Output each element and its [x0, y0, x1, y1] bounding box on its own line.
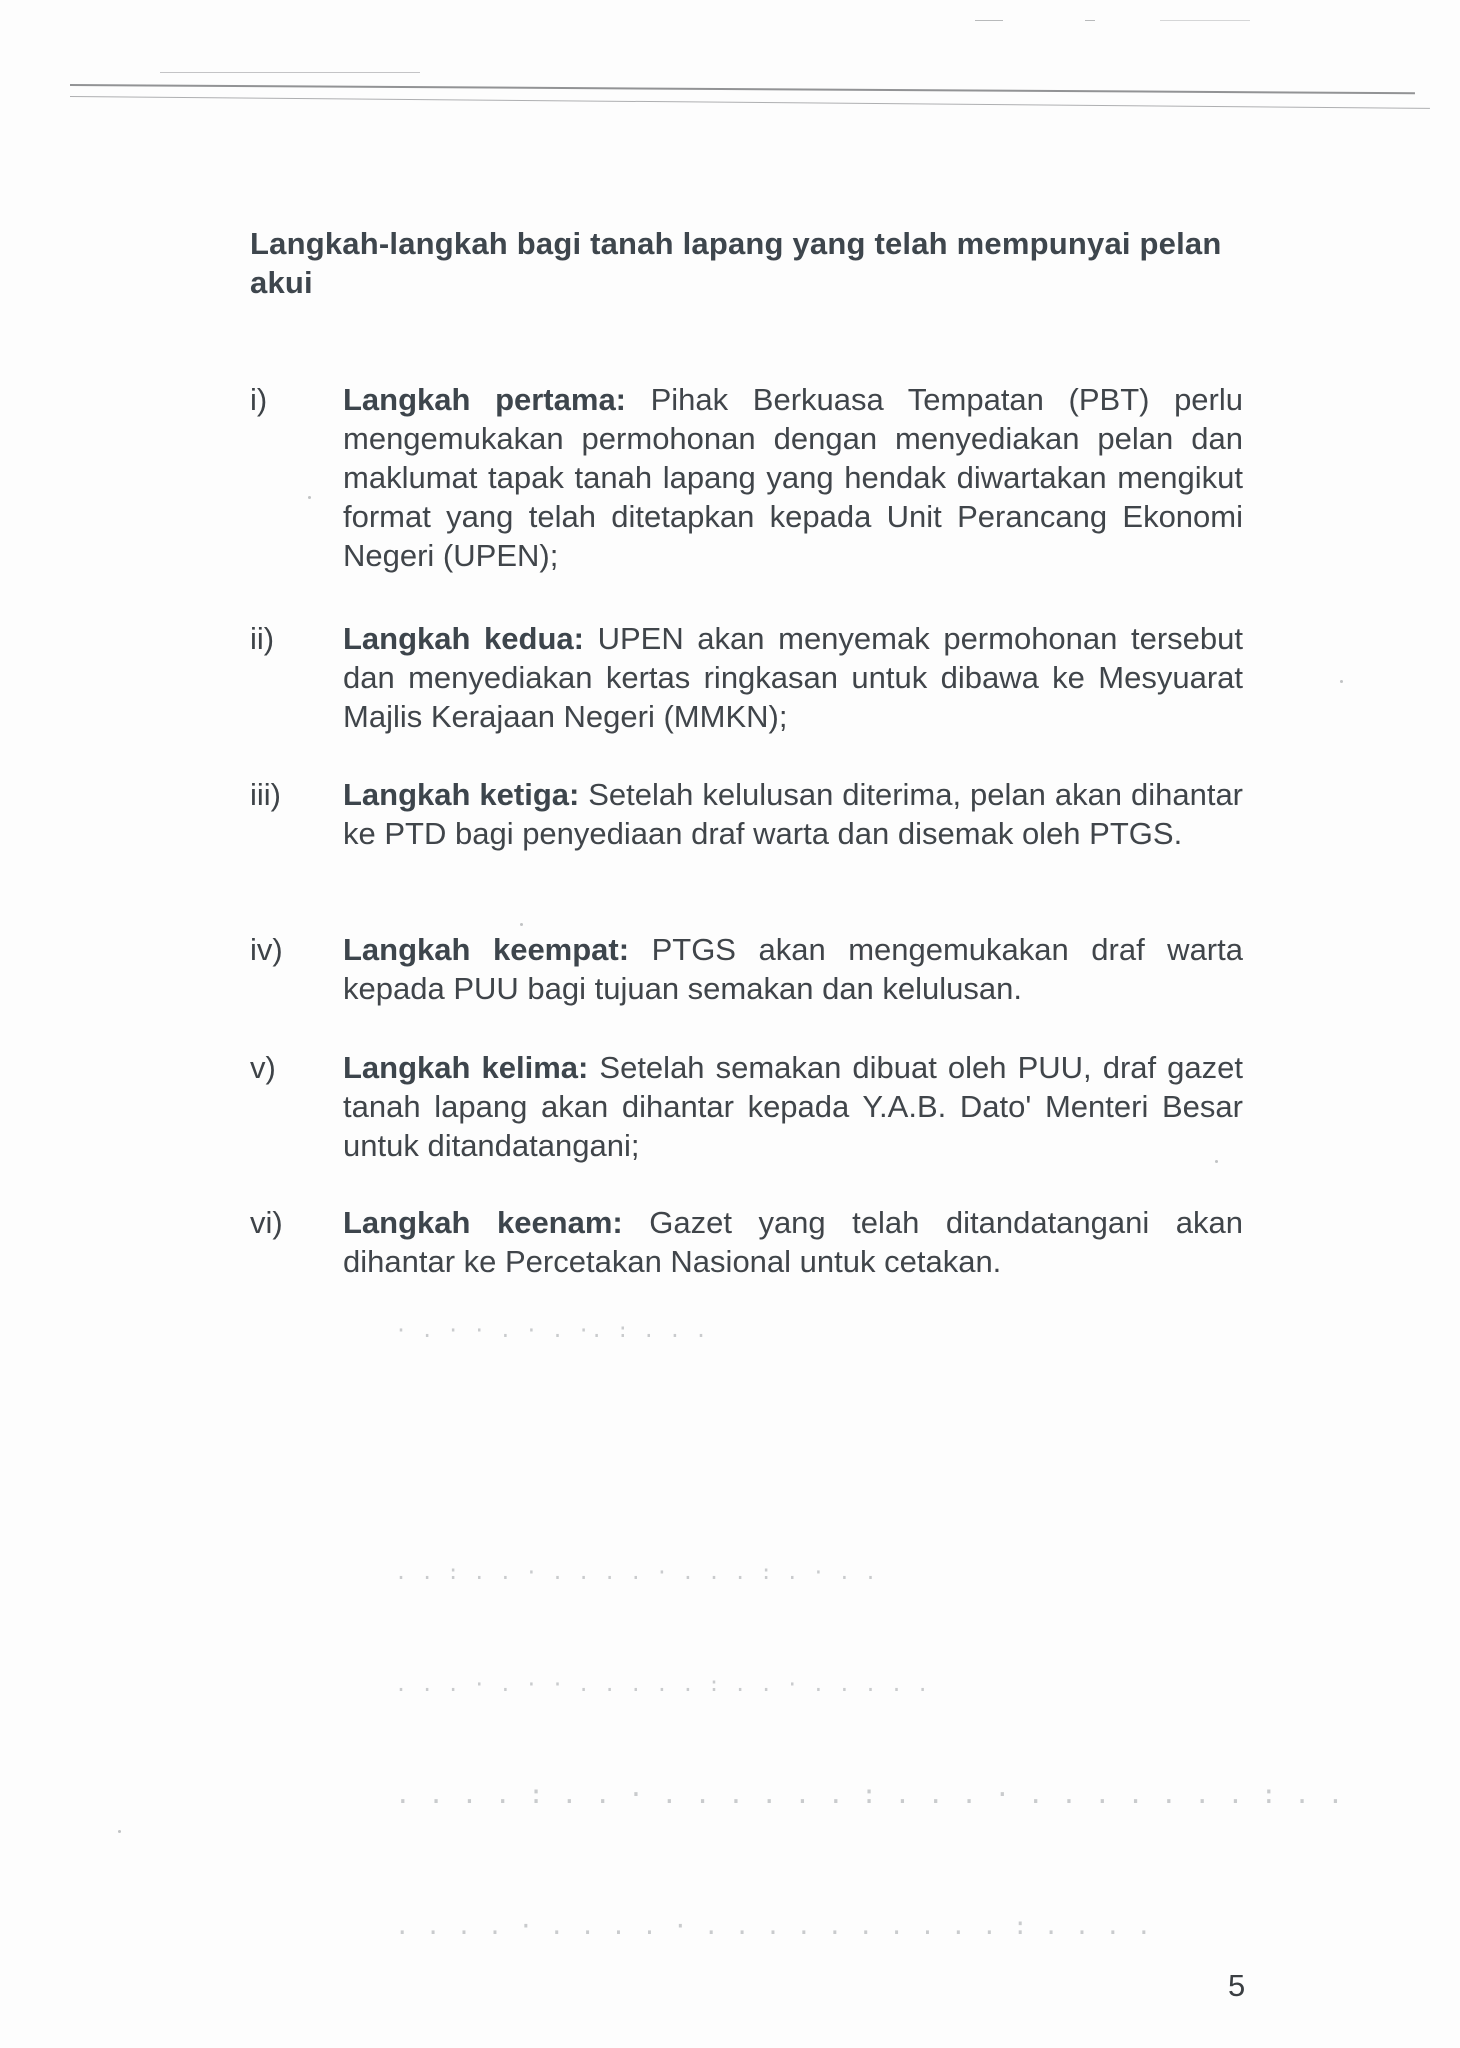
step-lead: Langkah ketiga: — [343, 777, 580, 812]
step-lead: Langkah kedua: — [343, 621, 584, 656]
step-number: i) — [250, 382, 268, 417]
step-text: Gazet yang telah ditandatangani akan dihantar ke Percetakan Nasional untuk cetakan. — [343, 1205, 1243, 1279]
step-lead: Langkah pertama: — [343, 382, 627, 417]
scan-streak — [70, 96, 1430, 109]
step-number: vi) — [250, 1205, 283, 1240]
bleed-through-mark: · . · · . · . ·. : . . . — [395, 1318, 708, 1342]
bleed-through-mark: . . . · . · · . . . . . : . . · . . . . . — [395, 1672, 930, 1696]
scan-streak — [160, 72, 420, 73]
step-number: v) — [250, 1050, 276, 1085]
scan-mark — [1085, 20, 1095, 21]
step-lead: Langkah kelima: — [343, 1050, 589, 1085]
scan-mark — [975, 20, 1003, 21]
page-number: 5 — [1228, 1968, 1246, 2003]
step-number: iv) — [250, 932, 283, 967]
step-text: PTGS akan mengemukakan draf warta kepada PUU bagi tujuan semakan dan kelulusan. — [343, 932, 1243, 1006]
scan-speck — [1215, 1160, 1218, 1163]
step-body — [343, 619, 1243, 736]
scan-speck — [1340, 680, 1343, 683]
scan-speck — [118, 1830, 121, 1833]
step-lead: Langkah keempat: — [343, 932, 630, 967]
step-body — [343, 930, 1243, 1008]
step-body — [343, 1203, 1243, 1281]
step-text: Pihak Berkuasa Tempatan (PBT) perlu mengemukakan permohonan dengan menyediakan pelan dan maklumat tapak tanah lapang yang hendak diwartakan mengikut format yang telah ditetapkan kepada Unit Perancang Ekonomi Negeri (UPEN); — [343, 382, 1243, 573]
step-body — [343, 775, 1243, 853]
step-number: iii) — [250, 777, 281, 812]
step-lead: Langkah keenam: — [343, 1205, 623, 1240]
section-heading: Langkah-langkah bagi tanah lapang yang telah mempunyai pelan akui — [250, 226, 1222, 300]
step-text: UPEN akan menyemak permohonan tersebut dan menyediakan kertas ringkasan untuk dibawa ke Mesyuarat Majlis Kerajaan Negeri (MMKN); — [343, 621, 1244, 734]
scan-streak — [70, 84, 1415, 94]
step-number: ii) — [250, 621, 275, 656]
step-body — [343, 1048, 1243, 1165]
step-text: Setelah kelulusan diterima, pelan akan dihantar ke PTD bagi penyediaan draf warta dan disemak oleh PTGS. — [343, 777, 1244, 851]
scan-mark — [1160, 20, 1250, 21]
bleed-through-mark: . . : . . · . . . . · . . . : . · . . — [395, 1560, 878, 1584]
bleed-through-mark: . . . . · . . . . · . . . . . . . . . . : . . . . — [395, 1912, 1153, 1940]
step-text: Setelah semakan dibuat oleh PUU, draf gazet tanah lapang akan dihantar kepada Y.A.B. Dato' Menteri Besar untuk ditandatangani; — [343, 1050, 1243, 1163]
scan-speck — [520, 923, 523, 926]
step-body — [343, 380, 1243, 575]
scan-speck — [308, 496, 311, 499]
bleed-through-mark: . . . . : . . · . . . . . . : . . . · . . . . . . . : . . — [395, 1780, 1345, 1810]
